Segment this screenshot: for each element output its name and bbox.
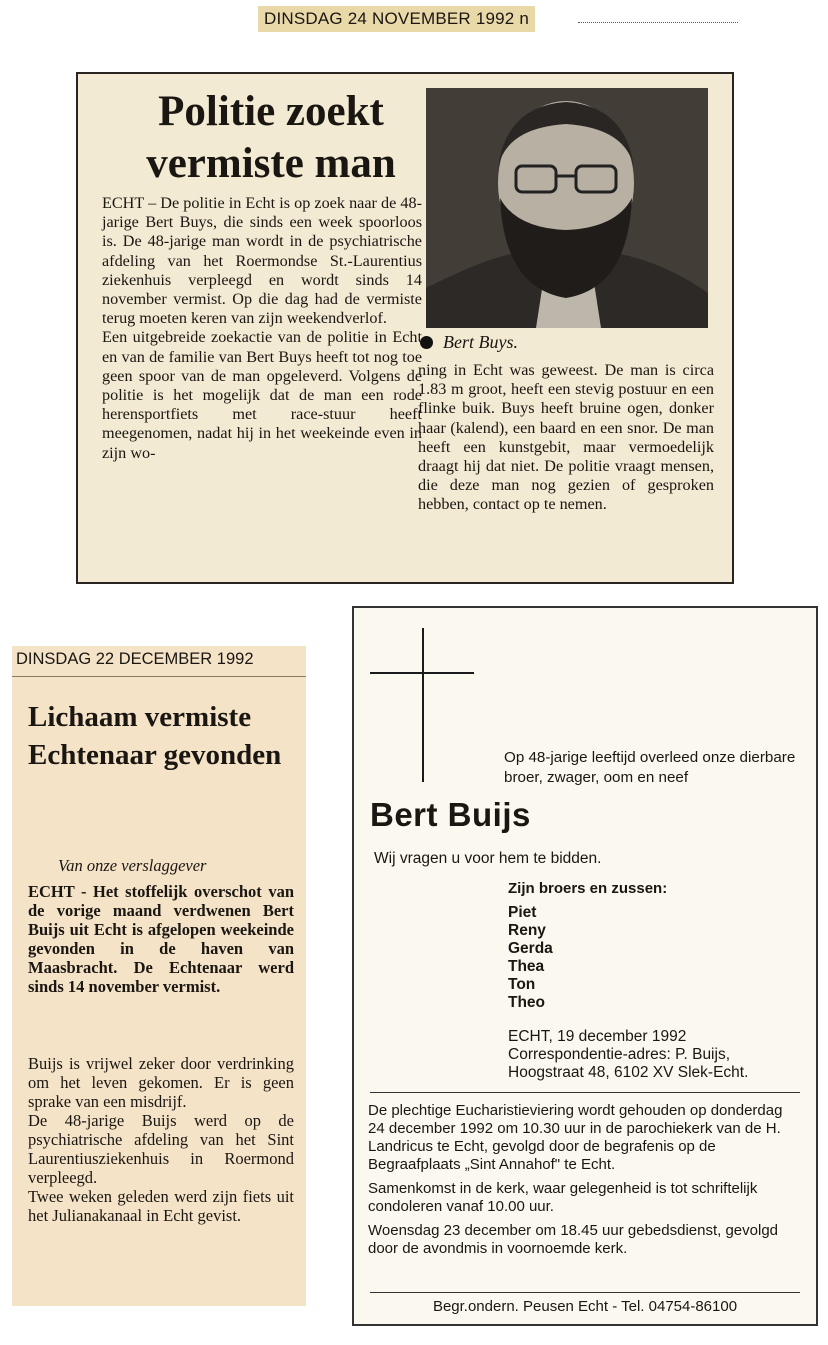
notice-place-date: ECHT, 19 december 1992 [508, 1028, 687, 1045]
article2-body [28, 1054, 294, 1225]
cross-icon-bar [370, 672, 474, 674]
photo-caption-text: Bert Buys. [443, 332, 518, 352]
photo-caption [420, 332, 518, 353]
sibling-name: Ton [508, 976, 536, 993]
siblings-list [508, 904, 553, 1012]
article2-date: DINSDAG 22 DECEMBER 1992 [16, 650, 254, 668]
notice-paragraph: Samenkomst in de kerk, waar gelegenheid is tot schriftelijk condoleren vanaf 10.00 uur. [368, 1180, 758, 1215]
sibling-name: Theo [508, 994, 546, 1011]
article1-paragraph: Een uitgebreide zoekactie van de politie in Echt en van de familie van Bert Buys heeft tot nog toe geen spoor van de man opgeleverd. Volgens de politie is het mogelijk dat de man een rode herensportfiets met race-stuur heeft meegenomen, nadat hij in het weekeinde even in zijn wo- [102, 328, 422, 462]
sibling-name: Reny [508, 922, 546, 939]
death-notice [352, 606, 818, 1326]
divider [12, 676, 306, 677]
article1-right-column [418, 361, 714, 515]
notice-place-address [508, 1028, 748, 1082]
portrait-photo [426, 88, 708, 328]
article1-headline: Politie zoekt vermiste man [146, 88, 396, 187]
article1-paragraph: ECHT – De politie in Echt is op zoek naar de 48-jarige Bert Buys, die sinds een week spoorloos is. De 48-jarige man wordt in de psychiatrische afdeling van het Roermondse St.-Laurentius ziekenhuis verpleegd en wordt sinds 14 november vermist. Op die dag had de vermiste terug moeten keren van zijn weekendverlof. [102, 194, 422, 328]
article-missing-man [76, 72, 734, 584]
top-date [258, 6, 535, 32]
cross-icon [422, 628, 424, 782]
notice-prayer: Wij vragen u voor hem te bidden. [374, 850, 602, 867]
sibling-name: Thea [508, 958, 545, 975]
notice-body [368, 1102, 802, 1264]
notice-paragraph: De plechtige Eucharistieviering wordt gehouden op donderdag 24 december 1992 om 10.30 uur in de parochiekerk van de H. Landricus te Echt, gevolgd door de begrafenis op de Begraafplaats „Sint Annahof" te Echt. [368, 1102, 783, 1173]
notice-footer: Begr.ondern. Peusen Echt - Tel. 04754-86100 [432, 1298, 738, 1315]
top-date-marker: n [519, 9, 530, 28]
article1-left-column [102, 194, 422, 463]
dotted-line [578, 22, 738, 23]
article2-lead: ECHT - Het stoffelijk overschot van de vorige maand verdwenen Bert Buijs uit Echt is afgelopen weekeinde gevonden in de haven van Maasbracht. De Echtenaar werd sinds 14 november vermist. [28, 882, 294, 996]
article2-byline: Van onze verslaggever [58, 856, 207, 875]
article2-paragraph: De 48-jarige Buijs werd op de psychiatrische afdeling van het Sint Laurentiusziekenhuis in Roermond verpleegd. [28, 1111, 294, 1187]
notice-correspondence: Correspondentie-adres: P. Buijs, [508, 1046, 731, 1063]
divider [370, 1292, 800, 1293]
notice-paragraph: Woensdag 23 december om 18.45 uur gebedsdienst, gevolgd door de avondmis in voornoemde kerk. [368, 1222, 779, 1257]
notice-address: Hoogstraat 48, 6102 XV Slek-Echt. [508, 1064, 749, 1081]
siblings-heading: Zijn broers en zussen: [508, 880, 668, 897]
sibling-name: Piet [508, 904, 537, 921]
deceased-name: Bert Buijs [370, 796, 531, 833]
sibling-name: Gerda [508, 940, 553, 957]
article2-headline: Lichaam vermiste Echtenaar gevonden [28, 701, 282, 771]
article2-paragraph: Buijs is vrijwel zeker door verdrinking om het leven gekomen. Er is geen sprake van een misdrijf. [28, 1054, 294, 1111]
article2-paragraph: Twee weken geleden werd zijn fiets uit het Julianakanaal in Echt gevist. [28, 1187, 294, 1225]
notice-intro: Op 48-jarige leeftijd overleed onze dierbare broer, zwager, oom en neef [504, 749, 796, 786]
top-date-text: DINSDAG 24 NOVEMBER 1992 [264, 9, 515, 28]
article1-paragraph: ning in Echt was geweest. De man is circa 1.83 m groot, heeft een stevig postuur en een flinke buik. Buys heeft bruine ogen, donker haar (kalend), een baard en een snor. De man heeft een kunstgebit, maar vermoedelijk draagt hij dat niet. De politie vraagt mensen, die deze man nog gezien of gesproken hebben, contact op te nemen. [418, 361, 714, 514]
article-body-found [12, 646, 306, 1306]
portrait-illustration [426, 88, 708, 328]
divider [370, 1092, 800, 1093]
top-date-strip [258, 6, 738, 32]
